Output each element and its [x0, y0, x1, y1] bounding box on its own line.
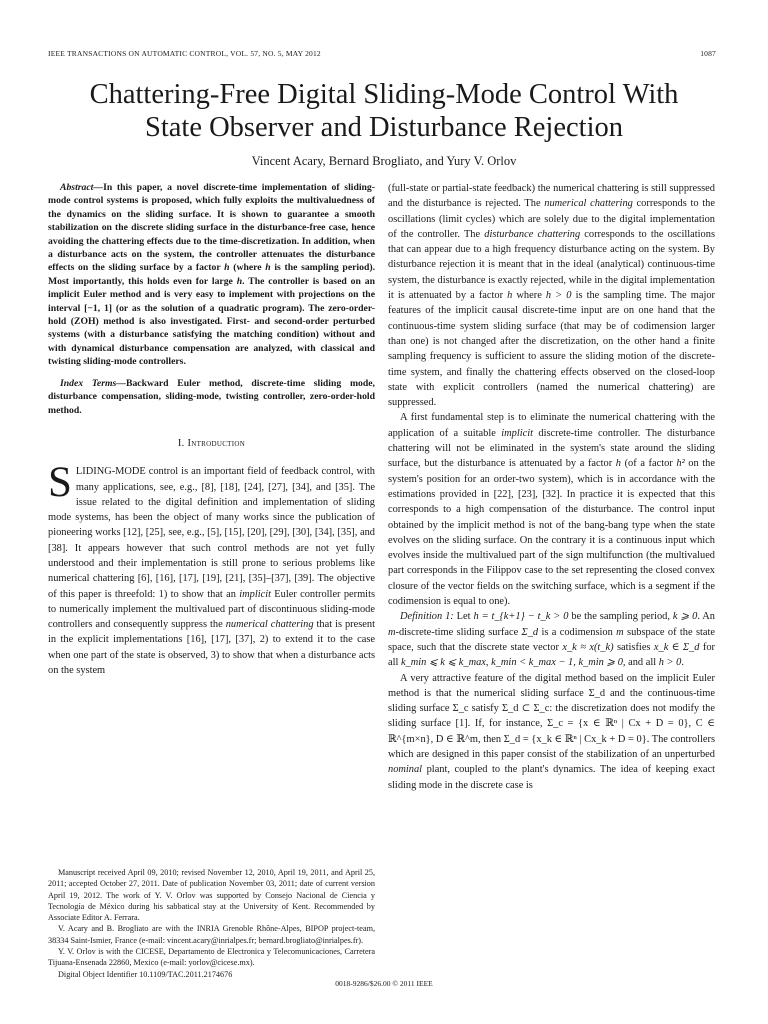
emphasis: numerical chattering	[225, 619, 314, 631]
body-text: A very attractive feature of the digital method based on the implicit Euler method is that the numerical sliding surface Σ_d and the continuous-time sliding surface Σ_c satisfy Σ_d ⊂ Σ_c: the discretization does not modify the sliding surface [1]. If, for instance, Σ_c = {x ∈ ℝⁿ | Cx + D = 0}, C ∈ ℝ^{m×n}, D ∈ ℝ^m, then Σ_d = {x_k ∈ ℝⁿ | Cx_k + D = 0}. The controllers which are designed in this paper consist of the stabilization of an unperturbed	[388, 672, 715, 760]
body-text: (full-state or partial-state feedback) the numerical chattering is still suppressed and the disturbance is rejected. The	[388, 183, 715, 210]
footnote-affiliation-2: Y. V. Orlov is with the CICESE, Departamento de Electronica y Telecomunicaciones, Carretera Tijuana-Ensenada 22860, Mexico (e-mail: yorlov@cicese.mx).	[48, 947, 375, 968]
body-text: .	[681, 657, 684, 669]
emphasis: implicit	[239, 588, 271, 600]
abstract-text: In this paper, a novel discrete-time implementation of sliding-mode control systems is proposed, which fully exploits the multivaluedness of the dynamics on the sliding surface. It is shown to guarantee a smooth stabilization on the discrete sliding surface in the disturbance-free case, hence avoiding the chattering effects due to the time-discretization. In addition, when a disturbance acts on the system, the controller attenuates the disturbance effects on the sliding surface by a factor	[48, 182, 375, 274]
index-terms	[48, 377, 375, 417]
body-text: corresponds to the oscillations that can appear due to a high frequency disturbance acting on the system. By disturbance rejection it is meant that in the ideal (analytical) continuous-time system, the disturbance is exactly rejected, while in the digital implementation it is attenuated by a factor	[388, 228, 715, 302]
running-header-page-number: 1087	[700, 49, 716, 58]
body-text: satisfies	[613, 641, 654, 653]
body-text: corresponds to the oscillations (limit cycles) which are solely due to the digital implementation of the controller. The	[388, 198, 715, 240]
paper-title	[20, 78, 748, 144]
body-text: on the system's position for an order-two system), which is in accordance with the estimations provided in [22], [23], [32]. In practice it is expected that this corresponds to a high compensation of the disturbance. The control input obtained by the implicit method is not of the bang-bang type when the state evolves on the sliding surface. On the contrary it is a continuous input which evolves inside the multivalued part of the sign multifunction (the multivalued part corresponds in the Filippov case to the set representing the closed convex closure of the vector fields on the switching surface, which is a segment if the codimension is equal to one).	[388, 458, 715, 608]
abstract-label: Abstract—	[60, 182, 104, 193]
body-paragraph	[388, 671, 715, 793]
running-header-journal: IEEE TRANSACTIONS ON AUTOMATIC CONTROL, VOL. 57, NO. 5, MAY 2012	[48, 49, 321, 58]
drop-cap: S	[48, 459, 72, 507]
index-terms-label: Index Terms—	[60, 377, 126, 389]
math-symbol: h > 0	[545, 290, 572, 302]
body-text: is a codimension	[538, 626, 617, 638]
math-expression: m	[388, 626, 396, 638]
paper-title-line-2: State Observer and Disturbance Rejection	[144, 112, 623, 143]
body-paragraph	[388, 181, 715, 410]
math-expression: k_min ⩽ k ⩽ k_max	[400, 657, 486, 669]
body-text: subspace of the state space, such that the discrete state vector	[388, 626, 715, 653]
math-symbol: h	[265, 262, 271, 274]
emphasis: nominal	[388, 764, 423, 776]
body-text: Let	[453, 611, 474, 623]
math-expression: k_min < k_max − 1, k_min ⩾ 0,	[491, 657, 626, 669]
body-paragraph	[388, 410, 715, 609]
body-text: plant, coupled to the plant's dynamics. The idea of keeping exact sliding mode in the discrete case is	[388, 764, 715, 791]
math-expression: h = t_{k+1} − t_k > 0	[473, 611, 569, 623]
math-symbol: h	[224, 262, 230, 274]
math-expression: x_k ∈ Σ_d	[653, 641, 700, 653]
math-expression: Σ_d	[521, 626, 539, 638]
body-text: that is present in the explicit implementations [16], [17], [37], 2) to extend it to the case when one part of the state is observed, 3) to show that when a disturbance acts on the system	[48, 619, 375, 677]
right-column	[388, 181, 715, 793]
math-expression: k ⩾ 0	[672, 611, 698, 623]
body-text: be the sampling period,	[568, 611, 673, 623]
emphasis: numerical chattering	[544, 198, 633, 210]
abstract-text: . The controller is based on an implicit Euler method and is very easy to implement with projections on the interval [−1, 1] (or as the solution of a quadratic program). The zero-order-hold (ZOH) method is also investigated. First- and second-order perturbed systems (with a disturbance satisfying the matching condition) without and with dynamical disturbance compensation are analyzed, with classical and twisting sliding-mode controllers.	[48, 275, 375, 368]
emphasis: disturbance chattering	[484, 228, 581, 240]
section-title: Introduction	[187, 437, 246, 449]
body-text: ,	[485, 657, 492, 669]
author-list: Vincent Acary, Bernard Brogliato, and Yury V. Orlov	[251, 154, 517, 168]
copyright-footer: 0018-9286/$26.00 © 2011 IEEE	[335, 979, 433, 988]
intro-paragraph	[48, 459, 375, 678]
index-terms-text: Backward Euler method, discrete-time sliding mode, disturbance compensation, sliding-mode, twisting controller, zero-order-hold method.	[48, 377, 375, 416]
body-text: and all	[625, 657, 659, 669]
body-text: LIDING-MODE control is an important field of feedback control, with many applications, see, e.g., [8], [18], [24], [27], [34], and [35]. The issue related to the digital definition and implementation of sliding mode systems, has been the object of many works since the publication of pioneering works [12], [25], see, e.g., [5], [15], [20], [29], [30], [34], [35], and [38]. It appears however that such control methods are not yet fully understood and their implementation is still prone to serious problems like numerical chattering [6], [16], [17], [19], [21], [35]–[37], [39]. The objective of this paper is threefold: 1) to show that an	[48, 466, 375, 600]
abstract-text: is the sampling period). Most importantly, this holds even for large	[48, 262, 375, 287]
body-text: (of a factor	[620, 458, 677, 470]
math-symbol: h	[236, 275, 243, 287]
body-text: Euler controller permits to numerically implement the multivalued part of discontinuous sliding-mode controllers and consequently suppress the	[48, 588, 375, 631]
body-text: is the sampling time. The major features of the implicit causal discrete-time input are on one hand that the continuous-time system sliding surface (that may be of codimension larger than one) is not changed after the discretization, on the other hand a finite sampling frequency is sufficient to assure the sliding motion of the discrete-time system, and finally the chattering effects observed on the closed-loop state with explicit controllers (named the numerical chattering) are suppressed.	[388, 290, 715, 409]
math-symbol: h	[507, 290, 513, 302]
paper-title-line-1: Chattering-Free Digital Sliding-Mode Control With	[89, 79, 679, 110]
first-page-footnotes	[48, 867, 375, 980]
section-heading	[48, 436, 375, 451]
math-symbol: h	[615, 458, 621, 470]
math-symbol: h²	[676, 458, 685, 470]
math-expression: x_k ≈ x(t_k)	[562, 641, 614, 653]
body-text: A first fundamental step is to eliminate the numerical chattering with the application of a suitable	[388, 412, 715, 439]
body-text: . An	[697, 611, 715, 623]
emphasis: implicit	[501, 427, 533, 439]
footnote-affiliation-1: V. Acary and B. Brogliato are with the INRIA Grenoble Rhône-Alpes, BIPOP project-team, 38334 Saint-Ismier, France (e-mail: vincent.acary@inrialpes.fr; bernard.brogliato@inrialpes.fr).	[48, 924, 375, 945]
abstract	[48, 181, 375, 369]
definition-label: Definition 1:	[400, 611, 454, 623]
body-text: for all	[388, 641, 716, 669]
abstract-text: (where	[229, 262, 266, 274]
section-number: I.	[177, 437, 185, 449]
left-column	[48, 181, 375, 678]
footnote-manuscript: Manuscript received April 09, 2010; revised November 12, 2010, April 19, 2011, and April 25, 2011; accepted October 27, 2011. Date of publication November 03, 2011; date of current version April 19, 2012. The work of Y. V. Orlov was supported by Consejo Nacional de Ciencia y Tecnología de México during his sabbatical stay at the University of Kent. Recommended by Associate Editor A. Ferrara.	[48, 868, 375, 923]
math-expression: m	[616, 626, 624, 638]
definition-paragraph	[388, 609, 715, 670]
body-text: -discrete-time sliding surface	[395, 626, 522, 638]
body-text: where	[512, 290, 546, 302]
footnote-doi: Digital Object Identifier 10.1109/TAC.2011.2174676	[58, 969, 233, 979]
body-text: discrete-time controller. The disturbance chattering will not be eliminated in the system's state around the sliding surface, but the disturbance is attenuated by a factor	[388, 427, 715, 470]
math-expression: h > 0	[658, 657, 682, 669]
